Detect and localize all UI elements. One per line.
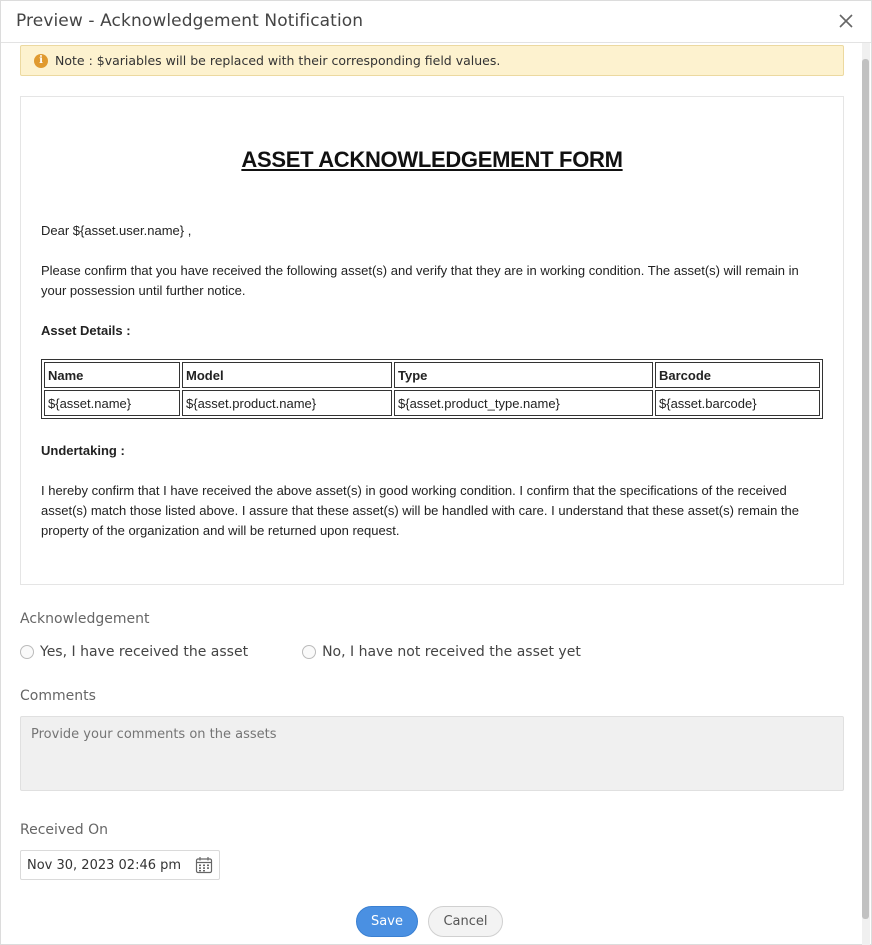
acknowledgement-label: Acknowledgement <box>20 611 150 627</box>
template-preview <box>20 96 844 585</box>
note-text: Note : $variables will be replaced with their corresponding field values. <box>55 53 501 68</box>
table-cell: ${asset.barcode} <box>655 390 820 416</box>
cancel-button[interactable]: Cancel <box>428 906 503 937</box>
intro-paragraph: Please confirm that you have received the following asset(s) and verify that they are in working condition. The asset(s) will remain in your possession until further notice. <box>41 263 799 298</box>
dialog-header <box>1 1 871 43</box>
dialog-title: Preview - Acknowledgement Notification <box>16 11 364 31</box>
table-header-row <box>44 362 820 388</box>
form-title: ASSET ACKNOWLEDGEMENT FORM <box>241 147 623 172</box>
undertaking-heading: Undertaking : <box>41 443 125 458</box>
scrollbar-thumb[interactable] <box>862 59 869 919</box>
save-button[interactable]: Save <box>356 906 418 937</box>
received-on-value: Nov 30, 2023 02:46 pm <box>27 857 182 873</box>
table-header: Name <box>44 362 180 388</box>
asset-details-heading: Asset Details : <box>41 323 131 338</box>
table-cell: ${asset.name} <box>44 390 180 416</box>
acknowledgement-options <box>20 644 581 660</box>
info-icon: i <box>34 54 48 68</box>
calendar-icon[interactable] <box>195 856 213 874</box>
radio-yes-label[interactable]: Yes, I have received the asset <box>40 644 249 660</box>
radio-yes[interactable] <box>20 645 34 659</box>
undertaking-paragraph: I hereby confirm that I have received the above asset(s) in good working condition. I confirm that the specifications of the received asset(s) match those listed above. I assure that these asset(s) will be handled with care. I understand that these asset(s) remain the property of the organization and will be returned upon request. <box>41 483 799 538</box>
radio-no-label[interactable]: No, I have not received the asset yet <box>322 644 581 660</box>
comments-input[interactable] <box>20 716 844 791</box>
table-header: Model <box>182 362 392 388</box>
note-banner <box>20 45 844 76</box>
asset-table <box>41 359 823 419</box>
comments-label: Comments <box>20 688 96 704</box>
table-row <box>44 390 820 416</box>
radio-no[interactable] <box>302 645 316 659</box>
received-on-label: Received On <box>20 822 109 838</box>
table-cell: ${asset.product_type.name} <box>394 390 653 416</box>
table-header: Type <box>394 362 653 388</box>
table-header: Barcode <box>655 362 820 388</box>
table-cell: ${asset.product.name} <box>182 390 392 416</box>
greeting: Dear ${asset.user.name} , <box>41 223 192 238</box>
received-on-date-field[interactable] <box>20 850 220 880</box>
close-icon[interactable] <box>837 12 855 30</box>
scrollbar[interactable] <box>862 43 870 945</box>
